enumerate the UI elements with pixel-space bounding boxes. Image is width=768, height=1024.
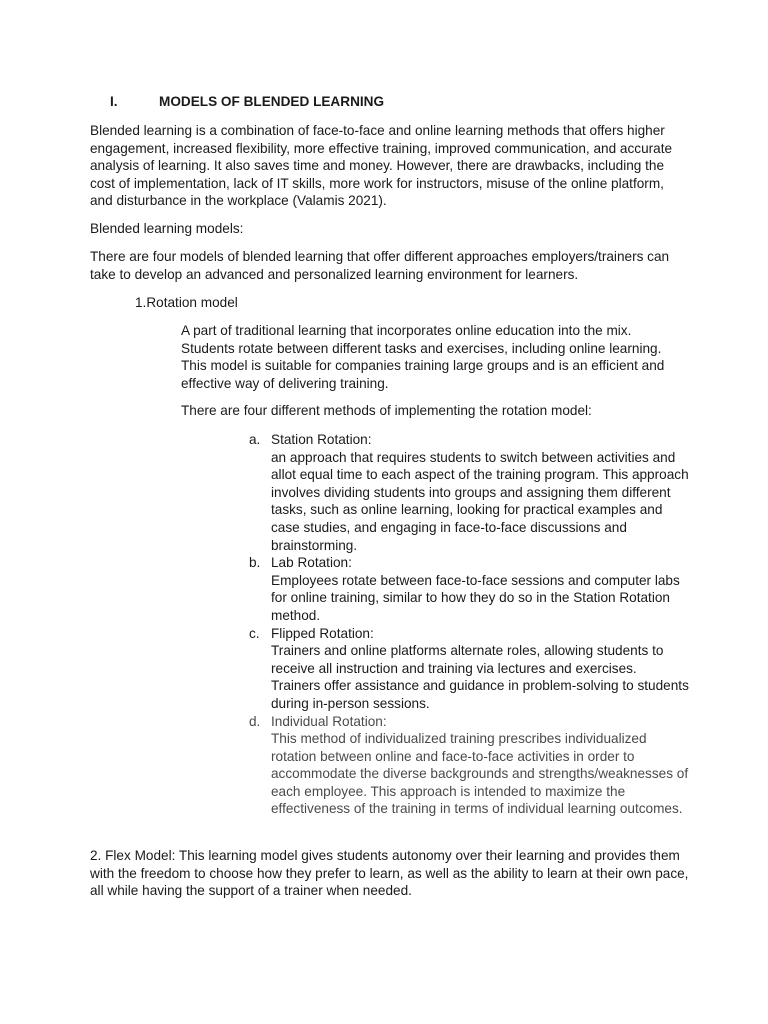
list-marker: a. (249, 432, 261, 447)
section-title: MODELS OF BLENDED LEARNING (159, 94, 385, 109)
models-label: Blended learning models: (90, 221, 244, 236)
list-item-title: Station Rotation: (271, 432, 372, 447)
list-item-title: Flipped Rotation: (271, 625, 374, 641)
list-item-station-rotation (249, 431, 689, 554)
list-item-title: Lab Rotation: (271, 555, 352, 571)
flex-model-paragraph: 2. Flex Model: This learning model gives students autonomy over their learning and provides them with the freedom to choose how they prefer to learn, as well as the ability to learn at their own pace, all while having the support of a trainer when needed. (90, 848, 689, 899)
rotation-model-title: 1.Rotation model (135, 295, 238, 310)
list-marker: d. (249, 713, 261, 729)
list-item-title: Individual Rotation: (271, 713, 387, 729)
list-item-text: Trainers and online platforms alternate roles, allowing students to receive all instruction and training via lectures and exercises. Trainers offer assistance and guidance in problem-solving to students during in-person sessions. (271, 643, 689, 711)
list-item-flipped-rotation (249, 625, 689, 713)
list-item-text: This method of individualized training prescribes individualized rotation between online and face-to-face activities in order to accommodate the diverse backgrounds and strengths/weaknesses of each employee. This approach is intended to maximize the effectiveness of the training in terms of individual learning outcomes. (271, 731, 689, 817)
rotation-methods-list (249, 431, 689, 818)
intro-paragraph: Blended learning is a combination of face-to-face and online learning methods that offers higher engagement, increased flexibility, more effective training, improved communication, and accurate analysis of learning. It also saves time and money. However, there are drawbacks, including the cost of implementation, lack of IT skills, more work for instructors, misuse of the online platform, and disturbance in the workplace (Valamis 2021). (90, 123, 673, 209)
rotation-model-description: A part of traditional learning that incorporates online education into the mix. Students rotate between different tasks and exercises, including online learning. This model is suitable for companies training large groups and is an efficient and effective way of delivering training. (181, 323, 665, 391)
list-item-text: Employees rotate between face-to-face sessions and computer labs for online training, similar to how they do so in the Station Rotation method. (271, 572, 680, 623)
list-marker: c. (249, 625, 260, 641)
list-item-individual-rotation (249, 713, 689, 819)
rotation-methods-intro: There are four different methods of implementing the rotation model: (181, 403, 592, 418)
four-models-paragraph: There are four models of blended learning that offer different approaches employers/trainers can take to develop an advanced and personalized learning environment for learners. (90, 249, 670, 282)
list-marker: b. (249, 555, 261, 571)
list-item-text: an approach that requires students to switch between activities and allot equal time to each aspect of the training program. This approach involves dividing students into groups and assigning them different tasks, such as online learning, looking for practical examples and case studies, and engaging in face-to-face discussions and brainstorming. (271, 449, 689, 553)
section-number: I. (110, 94, 118, 109)
list-item-lab-rotation (249, 554, 689, 624)
